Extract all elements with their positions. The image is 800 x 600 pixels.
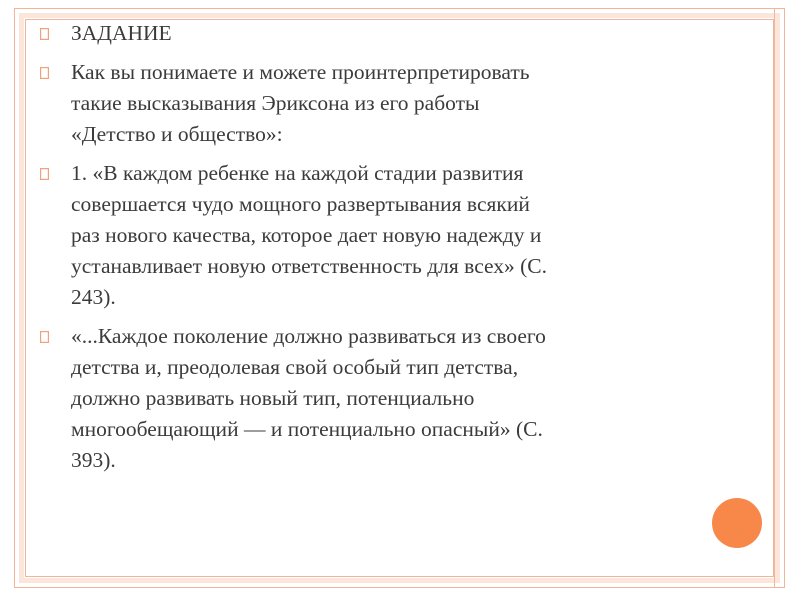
bullet-text-line: ЗАДАНИЕ	[71, 21, 172, 45]
hollow-square-bullet-icon	[40, 331, 49, 343]
bullet-text-line: детства и, преодолевая свой особый тип детства,	[71, 355, 519, 379]
bullet-question	[40, 57, 680, 150]
bullet-text-line: такие высказывания Эриксона из его работы	[71, 91, 480, 115]
bullet-text-line: многообещающий — и потенциально опасный» (С.	[71, 417, 543, 441]
slide-frame-rule	[774, 8, 775, 588]
bullet-text-line: устанавливает новую ответственность для всех» (С.	[71, 254, 548, 278]
bullet-text-line: должно развивать новый тип, потенциально	[71, 386, 475, 410]
hollow-square-bullet-icon	[40, 168, 49, 180]
bullet-text-line: 1. «В каждом ребенке на каждой стадии развития	[71, 161, 524, 185]
bullet-text-line: 393).	[71, 448, 116, 472]
bullet-quote-1	[40, 158, 680, 313]
bullet-text-line: «...Каждое поколение должно развиваться из своего	[71, 324, 546, 348]
bullet-text-line: раз нового качества, которое дает новую надежду и	[71, 223, 542, 247]
hollow-square-bullet-icon	[40, 67, 49, 79]
bullet-text-line: совершается чудо мощного развертывания всякий	[71, 192, 530, 216]
bullet-heading	[40, 18, 680, 49]
bullet-text-line: Как вы понимаете и можете проинтерпретировать	[71, 60, 530, 84]
hollow-square-bullet-icon	[40, 28, 49, 40]
bullet-quote-2	[40, 321, 680, 476]
slide-bullet-list	[40, 18, 680, 484]
decorative-orange-circle	[712, 498, 762, 548]
bullet-text-line: 243).	[71, 285, 116, 309]
bullet-text-line: «Детство и общество»:	[71, 122, 283, 146]
